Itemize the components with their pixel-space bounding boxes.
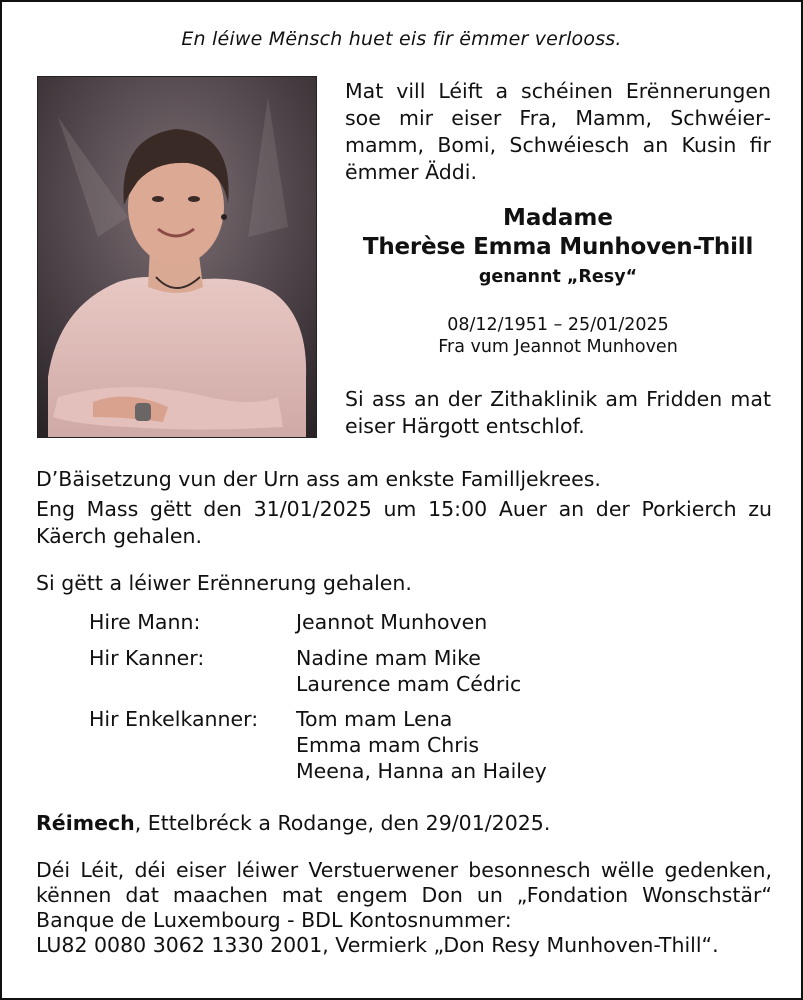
family-names bbox=[296, 609, 716, 635]
intro-text: Mat vill Léift a schéinen Erënnerungen soe mir eiser Fra, Mamm, Schwéiermamm, Bomi, Schwéiesch an Kusin fir ëmmer Äddi. bbox=[345, 79, 771, 184]
family-name: Nadine mam Mike bbox=[296, 646, 481, 670]
place-town: Réimech bbox=[36, 811, 135, 835]
portrait-photo bbox=[37, 76, 317, 438]
deceased-name: Therèse Emma Munhoven-Thill bbox=[362, 234, 754, 260]
family-name: Emma mam Chris bbox=[296, 733, 480, 757]
family-names bbox=[296, 706, 716, 784]
salutation: Madame bbox=[503, 205, 613, 231]
urn-text: D’Bäisetzung vun der Urn ass am enkste Familljekrees. bbox=[36, 467, 601, 491]
family-name: Meena, Hanna an Hailey bbox=[296, 759, 547, 783]
place-rest: , Ettelbréck a Rodange, den 29/01/2025. bbox=[134, 811, 551, 835]
place-date-line bbox=[36, 810, 550, 837]
donation-text bbox=[36, 858, 772, 958]
family-label: Hir Enkelkanner: bbox=[89, 707, 259, 731]
life-dates: 08/12/1951 – 25/01/2025 bbox=[447, 315, 669, 335]
mass-text: Eng Mass gëtt den 31/01/2025 um 15:00 Auer an der Porkierch zu Käerch gehalen. bbox=[36, 497, 772, 548]
donation-line: Banque de Luxembourg - BDL Kontosnummer: bbox=[36, 908, 512, 932]
family-name: Tom mam Lena bbox=[296, 707, 453, 731]
donation-line: kënnen dat maachen mat engem Don un „Fondation Wonschstär“ bbox=[36, 883, 772, 907]
deceased-nickname: genannt „Resy“ bbox=[478, 267, 638, 287]
family-label: Hire Mann: bbox=[89, 610, 201, 634]
portrait-illustration bbox=[38, 77, 316, 437]
motto: En léiwe Mënsch huet eis fir ëmmer verlooss. bbox=[181, 28, 622, 50]
donation-line: LU82 0080 3062 1330 2001, Vermierk „Don Resy Munhoven-Thill“. bbox=[36, 933, 719, 957]
donation-line: Déi Léit, déi eiser léiwer Verstuerwener besonnesch wëlle gedenken, bbox=[36, 858, 772, 882]
family-names bbox=[296, 645, 716, 697]
remembrance-text: Si gëtt a léiwer Erënnerung gehalen. bbox=[36, 571, 412, 595]
passing-text: Si ass an der Zithaklinik am Fridden mat eiser Härgott entschlof. bbox=[345, 387, 771, 438]
family-name: Laurence mam Cédric bbox=[296, 672, 522, 696]
family-name: Jeannot Munhoven bbox=[296, 610, 488, 634]
spouse-line: Fra vum Jeannot Munhoven bbox=[438, 337, 678, 357]
family-label: Hir Kanner: bbox=[89, 646, 205, 670]
